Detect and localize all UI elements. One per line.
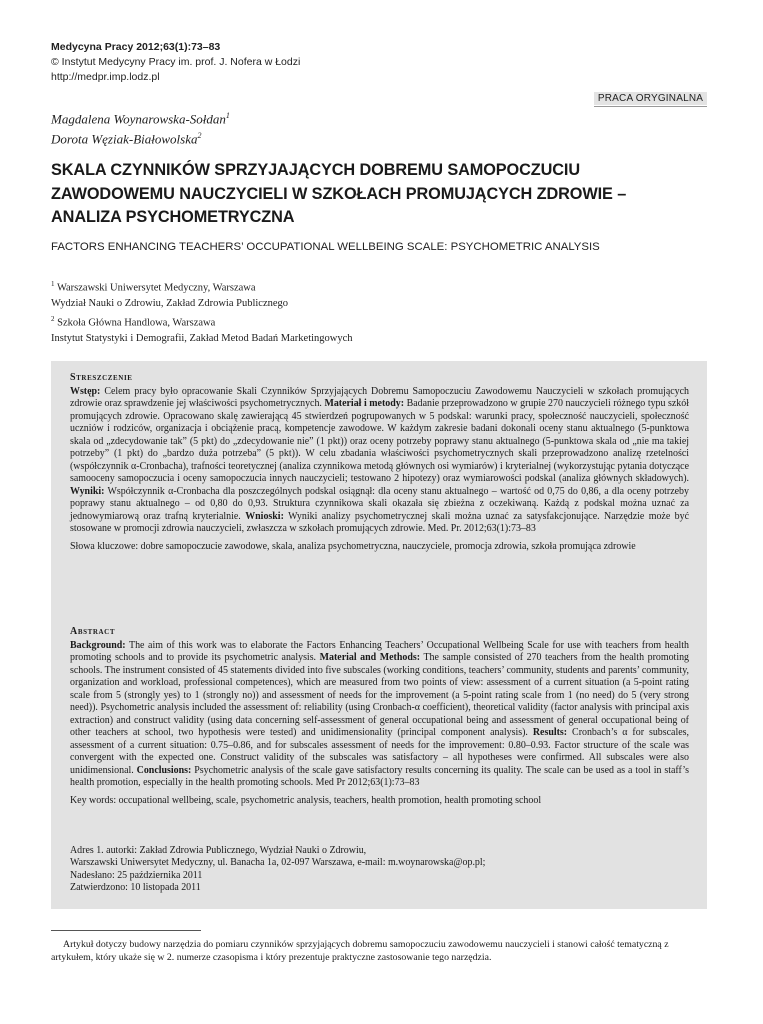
affiliation-line: Instytut Statystyki i Demografii, Zakład Metod Badań Marketingowych xyxy=(51,332,353,344)
streszczenie-section xyxy=(70,372,689,554)
title-line-2: ZAWODOWEMU NAUCZYCIELI W SZKOŁACH PROMUJĄCYCH ZDROWIE – xyxy=(51,184,627,203)
journal-url[interactable]: http://medpr.imp.lodz.pl xyxy=(51,71,160,83)
abstract-body: Background: The aim of this work was to elaborate the Factors Enhancing Teachers’ Occupational Wellbeing Scale for use with teachers from health promoting schools and to provide its psychometric analysis. Material and Methods: The sample consisted of 270 teachers from the health promoting schools. The instrument consisted of 45 statements divided into five subscales (working conditions, teachers’ community, students and parents’ community, organization and workload, professional competences), which are measured from two points of view: assessment of a current situation (a 5-point rating scale from 5 (strongly yes) to 1 (strongly no)) and assessment of needs for the improvement (a 5-point rating scale from 1 (no need) do 5 (very strong need)). Psychometric analysis included the assessment of: reliability (using Cronbach-α coefficient), theoretical validity (factor analysis with principal axis extraction) and construct validity (using data concerning self-assessment of general occupational being and assessment of general occupational being of other teachers at school, two hypothesis were tested) and unidimensionality (principal component analysis). Results: Cronbach’s α for subscales, assessment of a current situation: 0.75–0.86, and for subscales assessment of needs for the improvement: 0.80–0.93. Factor structure of the scale was convergent with the expected one. Construct validity of the subscales was satisfactory – all hypotheses were confirmed. All subscales were also unidimensional. Conclusions: Psychometric analysis of the scale gave satisfactory results concerning its quality. The scale can be used as a tool in staff’s health promotion, especially in the health promoting schools. Med Pr 2012;63(1):73–83 xyxy=(70,640,690,788)
author-2: Dorota Węziak-Białowolska$^2$ xyxy=(51,131,202,147)
author-list xyxy=(51,107,230,148)
address-line: Adres 1. autorki: Zakład Zdrowia Publicznego, Wydział Nauki o Zdrowiu, xyxy=(70,845,367,856)
badge-underline xyxy=(594,106,707,107)
address-line: Warszawski Uniwersytet Medyczny, ul. Banacha 1a, 02-097 Warszawa, e-mail: m.woynarowska@op.pl; xyxy=(70,857,486,869)
article-type-badge: PRACA ORYGINALNA xyxy=(594,92,707,105)
footnote-divider xyxy=(51,930,201,931)
polish-keywords: Słowa kluczowe: dobre samopoczucie zawodowe, skala, analiza psychometryczna, nauczyciele, promocja zdrowia, szkoła promująca zdrowie xyxy=(70,541,636,553)
affiliation-line: Wydział Nauki o Zdrowiu, Zakład Zdrowia Publicznego xyxy=(51,298,289,309)
abstract-heading: Abstract xyxy=(70,626,116,637)
journal-citation: Medycyna Pracy 2012;63(1):73–83 xyxy=(51,41,221,53)
article-title xyxy=(51,159,707,230)
author-1: Magdalena Woynarowska-Sołdan$^1$ xyxy=(51,111,230,127)
streszczenie-body: Wstęp: Celem pracy było opracowanie Skali Czynników Sprzyjających Dobremu Samopoczuciu Zawodowemu Nauczycieli w szkołach promujących zdrowie oraz sprawdzenie jej właściwości psychometrycznych. Materiał i metody: Badanie przeprowadzono w grupie 270 nauczycieli różnego typu szkół promujących zdrowie. Opracowano skalę zawierającą 45 stwierdzeń pogrupowanych w 5 podskal: warunki pracy, społeczność nauczycieli, społeczność uczniów i rodziców, organizacja i obciążenie pracą, kompetencje zawodowe. W każdym zakresie badani dokonali oceny stanu aktualnego (5-punktowa skala od „zdecydowanie tak” (5 pkt) do „zdecydowanie nie” (1 pkt)) oraz oceny potrzeby poprawy stanu aktualnego (5-punktowa skala od „nie ma takiej potrzeby” (1 pkt) do „bardzo duża potrzeba” (5 pkt)). W celu zbadania właściwości psychometrycznych skali przeprowadzono analizę rzetelności (współczynnik α-Cronbacha), trafności teoretycznej (analiza czynnikowa metodą głównych osi wymiarów) i kryterialnej (wykorzystując pytania dotyczące samooceny samopoczucia i oceny samopoczucia innych nauczycieli; testowano 2 hipotezy) oraz wymiarowości podskal (analiza głównych składowych). Wyniki: Współczynnik α-Cronbacha dla poszczególnych podskal osiągnął: dla oceny stanu aktualnego – wartość od 0,75 do 0,86, a dla oceny potrzeby poprawy stanu aktualnego – od 0,80 do 0,93. Struktura czynnikowa skali okazała się zbieżna z oczekiwaną. Każdą z podskal można uznać za jednowymiarową oraz trafną kryterialnie. Wnioski: Wyniki analizy psychometrycznej skali można uznać za satysfakcjonujące. Narzędzie może być stosowane w promocji zdrowia nauczycieli, zwłaszcza w szkołach promujących zdrowie. Med. Pr. 2012;63(1):73–83 xyxy=(70,386,689,534)
affiliations xyxy=(51,277,353,346)
accepted-date: Zatwierdzono: 10 listopada 2011 xyxy=(70,882,201,894)
abstract-section xyxy=(70,626,689,808)
correspondence-address xyxy=(70,845,689,895)
received-date: Nadesłano: 25 października 2011 xyxy=(70,869,203,881)
title-line-3: ANALIZA PSYCHOMETRYCZNA xyxy=(51,208,295,226)
copyright-line: © Instytut Medycyny Pracy im. prof. J. Nofera w Łodzi xyxy=(51,56,301,68)
affiliation-line: $^2$ Szkoła Główna Handlowa, Warszawa xyxy=(51,314,216,328)
english-title: FACTORS ENHANCING TEACHERS’ OCCUPATIONAL WELLBEING SCALE: PSYCHOMETRIC ANALYSIS xyxy=(51,241,600,253)
english-keywords: Key words: occupational wellbeing, scale, psychometric analysis, teachers, health promotion, health promoting school xyxy=(70,795,542,807)
streszczenie-heading: Streszczenie xyxy=(70,372,133,383)
affiliation-line: $^1$ Warszawski Uniwersytet Medyczny, Warszawa xyxy=(51,280,256,294)
journal-header xyxy=(51,40,300,85)
abstract-box xyxy=(51,361,707,909)
footnote: Artykuł dotyczy budowy narzędzia do pomiaru czynników sprzyjających dobremu samopoczuciu zawodowemu nauczycieli i stanowi całość tematyczną z artykułem, który ukaże się w 2. numerze czasopisma i który prezentuje praktyczne zastosowanie tego narzędzia. xyxy=(51,939,669,963)
title-line-1: SKALA CZYNNIKÓW SPRZYJAJĄCYCH DOBREMU SAMOPOCZUCIU xyxy=(51,161,580,179)
